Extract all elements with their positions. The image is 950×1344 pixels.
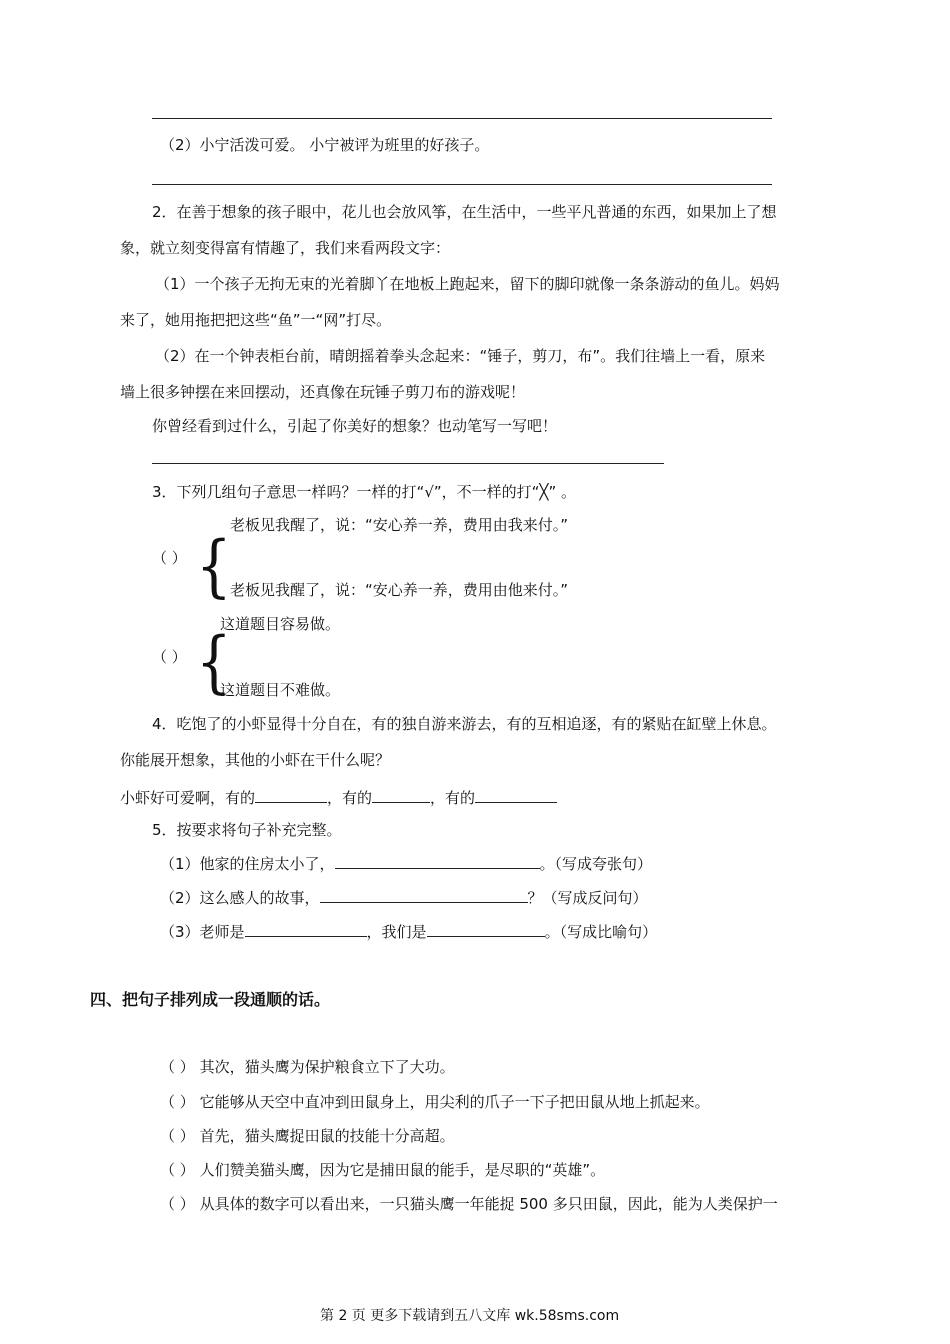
q2-line2: 象，就立刻变得富有情趣了，我们来看两段文字： (120, 239, 451, 257)
q5-item1-b: 。（写成夸张句） (539, 855, 653, 873)
q5-item3-c: 。（写成比喻句） (544, 923, 658, 941)
q5-item1 (160, 854, 652, 874)
page-footer: 第 2 页 更多下载请到五八文库 wk.58sms.com (320, 1308, 620, 1324)
answer-line-q2[interactable] (152, 463, 664, 464)
section4-item-text: 人们赞美猫头鹰，因为它是捕田鼠的能手，是尽职的“英雄”。 (199, 1161, 606, 1179)
q4-line2: 你能展开想象，其他的小虾在干什么呢？ (120, 751, 391, 769)
section4-item-text: 它能够从天空中直冲到田鼠身上，用尖利的爪子一下子把田鼠从地上抓起来。 (199, 1093, 710, 1111)
q5-item2-a: （2）这么感人的故事， (160, 889, 320, 907)
q2-p1-line2: 来了，她用拖把把这些“鱼”一“网”打尽。 (120, 311, 392, 329)
section4-item-text: 首先，猫头鹰捉田鼠的技能十分高超。 (199, 1127, 455, 1145)
section4-item-5 (160, 1194, 778, 1214)
q5-item3-b: ，我们是 (366, 923, 427, 941)
q2-p2-line1: （2）在一个钟表柜台前，晴朗摇着拳头念起来：“锤子，剪刀，布”。我们往墙上一看，原来 (155, 347, 766, 365)
q5-item3-blank-2[interactable] (427, 922, 545, 937)
section4-paren[interactable]: （ ） (160, 1127, 195, 1145)
q4-blank-2[interactable] (372, 788, 430, 803)
section4-item-2 (160, 1092, 710, 1112)
q2-p2-line2: 墙上很多钟摆在来回摆动，还真像在玩锤子剪刀布的游戏呢！ (120, 383, 526, 401)
q4-blank-3[interactable] (475, 788, 557, 803)
answer-line-q1[interactable] (152, 184, 772, 185)
q4-fill (120, 788, 557, 808)
section4-item-1 (160, 1057, 455, 1077)
q5-item1-blank[interactable] (335, 854, 540, 869)
q4-blank-1[interactable] (255, 788, 327, 803)
q1-item2: （2）小宁活泼可爱。 小宁被评为班里的好孩子。 (160, 136, 490, 154)
q5-title: 5．按要求将句子补充完整。 (152, 821, 342, 839)
q2-p1-line1: （1）一个孩子无拘无束的光着脚丫在地板上跑起来，留下的脚印就像一条条游动的鱼儿。妈妈 (155, 275, 780, 293)
section4-item-3 (160, 1126, 455, 1146)
q3-group2-a: 这道题目容易做。 (220, 615, 341, 633)
brace-icon: { (196, 528, 232, 606)
q3-group2-paren[interactable]: （ ） (152, 648, 187, 666)
q2-line1: 2．在善于想象的孩子眼中，花儿也会放风筝，在生活中，一些平凡普通的东西，如果加上了想 (152, 203, 777, 221)
q3-group1-a: 老板见我醒了，说：“安心养一养，费用由我来付。” (230, 516, 569, 534)
section4-paren[interactable]: （ ） (160, 1195, 195, 1213)
q3-group1-paren[interactable]: （ ） (152, 549, 187, 567)
q4-line1: 4．吃饱了的小虾显得十分自在，有的独自游来游去，有的互相追逐，有的紧贴在缸壁上休息。 (152, 715, 777, 733)
q4-fill-prefix: 小虾好可爱啊，有的 (120, 789, 256, 807)
q3-group1-b: 老板见我醒了，说：“安心养一养，费用由他来付。” (230, 581, 569, 599)
brace-icon: { (196, 624, 232, 702)
q5-item3-a: （3）老师是 (160, 923, 245, 941)
section4-item-text: 其次，猫头鹰为保护粮食立下了大功。 (199, 1058, 455, 1076)
q5-item3-blank-1[interactable] (245, 922, 367, 937)
section4-heading: 四、把句子排列成一段通顺的话。 (90, 990, 331, 1009)
q5-item2-blank[interactable] (320, 888, 528, 903)
section4-paren[interactable]: （ ） (160, 1093, 195, 1111)
answer-line-top[interactable] (152, 118, 772, 119)
q5-item1-a: （1）他家的住房太小了， (160, 855, 335, 873)
q3-group2-b: 这道题目不难做。 (220, 681, 341, 699)
section4-paren[interactable]: （ ） (160, 1058, 195, 1076)
section4-item-text: 从具体的数字可以看出来，一只猫头鹰一年能捉 500 多只田鼠，因此，能为人类保护一 (199, 1195, 778, 1213)
q5-item3 (160, 922, 657, 942)
q4-fill-sep-2: ，有的 (430, 789, 476, 807)
q5-item2-b: ？（写成反问句） (527, 889, 648, 907)
q3-title: 3．下列几组句子意思一样吗？一样的打“√”，不一样的打“╳” 。 (152, 483, 576, 501)
q2-prompt: 你曾经看到过什么，引起了你美好的想象？也动笔写一写吧！ (152, 417, 558, 435)
section4-paren[interactable]: （ ） (160, 1161, 195, 1179)
section4-item-4 (160, 1160, 605, 1180)
q5-item2 (160, 888, 648, 908)
q4-fill-sep-1: ，有的 (327, 789, 373, 807)
